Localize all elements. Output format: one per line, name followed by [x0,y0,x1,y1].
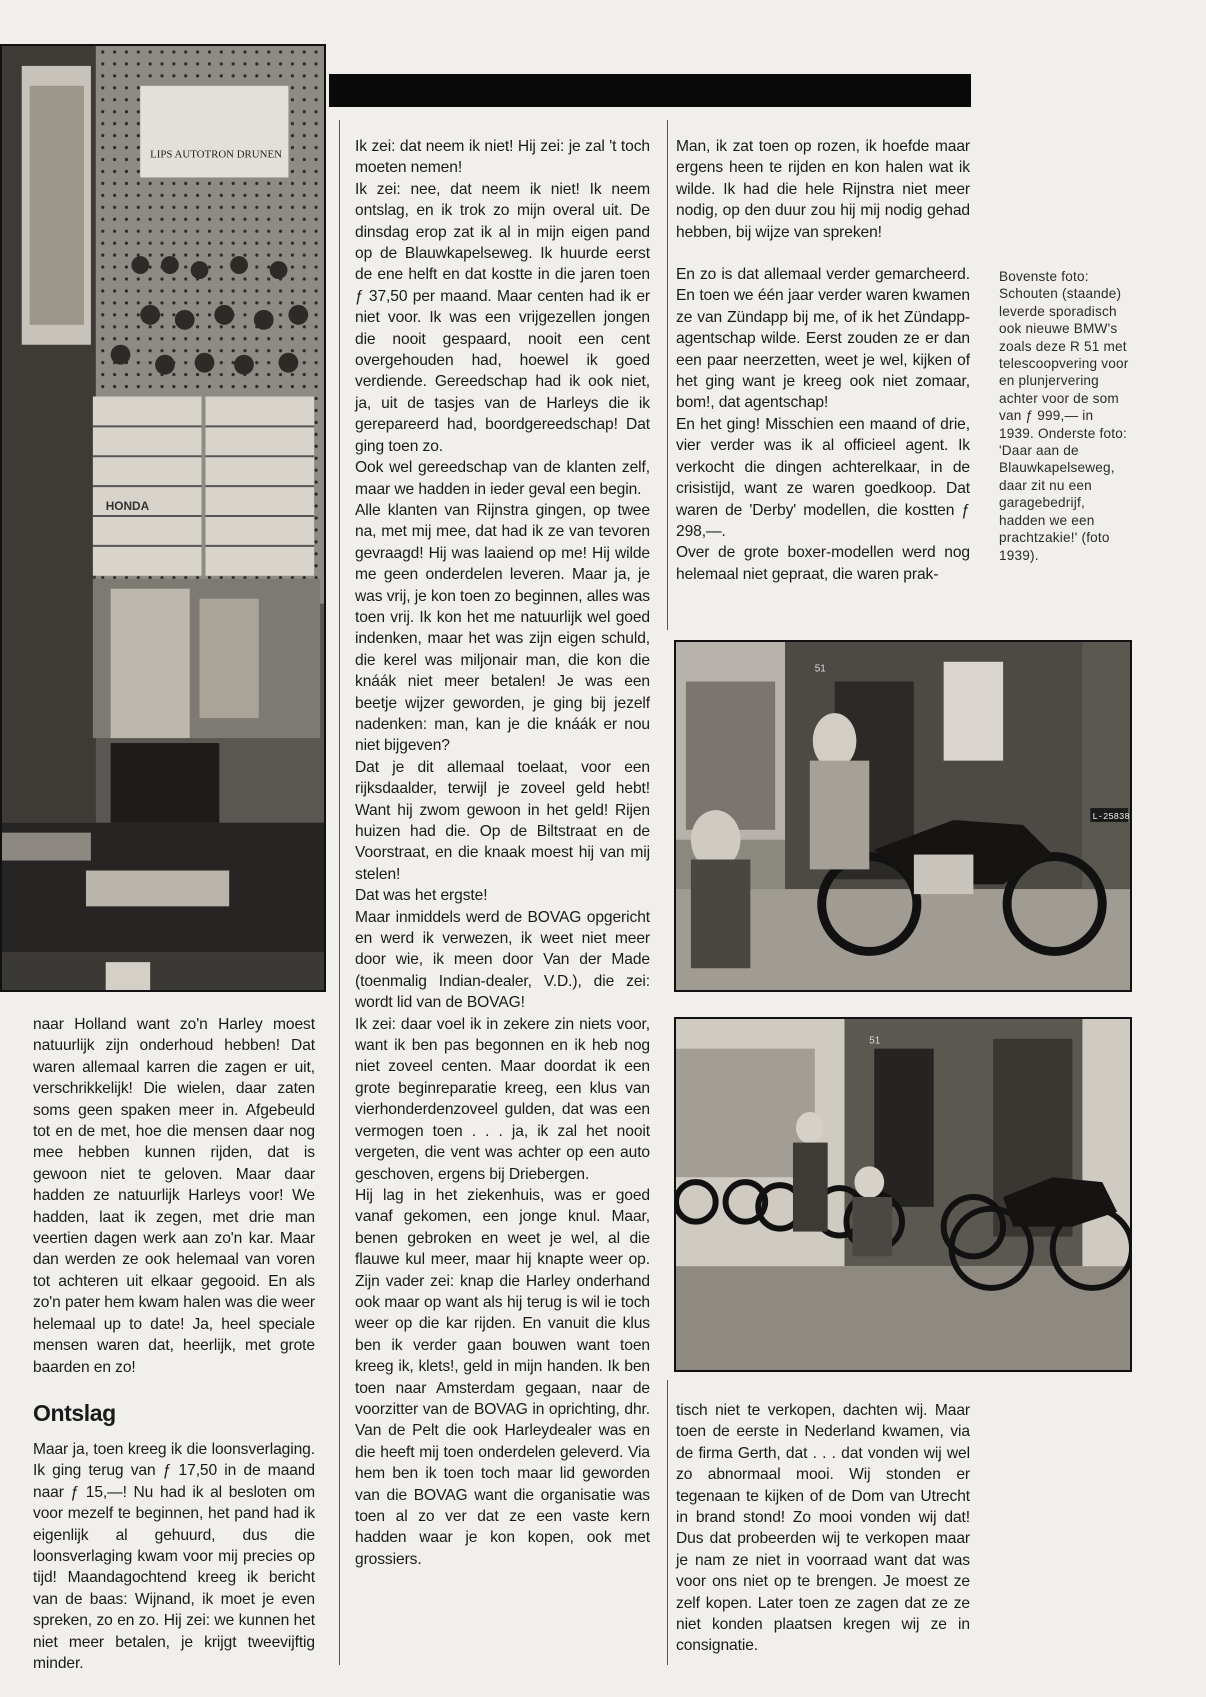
body-paragraph: Ook wel gereedschap van de klanten zelf, maar we hadden in ieder geval een begin. [355,459,650,498]
motorcycle-repair-image [676,642,1130,990]
body-paragraph: Man, ik zat toen op rozen, ik hoefde maar ergens heen te rijden en kon halen wat ik wilde. Ik had die hele Rijnstra niet meer nodig, op den duur zou hij mij nodig gehad hebben, bij wijze van spreken! [676,138,970,241]
body-paragraph: Ik zei: dat neem ik niet! Hij zei: je zal 't toch moeten nemen! [355,138,650,177]
motorcycles-lineup-image [676,1019,1130,1370]
building-number: 51 [814,663,826,675]
shop-interior-image [2,46,324,990]
column-left [33,1014,315,1378]
body-paragraph: Dat was het ergste! [355,887,488,905]
license-plate: L-25838 [1092,811,1130,822]
column-rule [667,120,668,630]
photo-caption: Bovenste foto: Schouten (staande) leverde sporadisch ook nieuwe BMW's zoals deze R 51 met telescoopvering voor en plunjervering achter voor de som van ƒ 999,— in 1939. Onderste foto: 'Daar aan de Blauwkapelseweg, daar zit nu een garagebedrijf, hadden we een prachtzakie!' (foto 1939). [999,269,1129,563]
body-paragraph: Dat je dit allemaal toelaat, voor een rijksdaalder, terwijl je zoveel geld hebt! Want hij zwom gewoon in het geld! Rijen huizen had die. Op de Biltstraat en de Voorstraat, en die knaak moest hij van mij stelen! [355,758,650,883]
column-rule [339,120,340,1665]
section-heading: Ontslag [33,1400,116,1426]
column-left-continued [33,1439,315,1674]
motorcycles-lineup-photo [674,1017,1132,1372]
body-paragraph: Maar inmiddels werd de BOVAG opgericht en werd ik verwezen, ik weet niet meer door wie, ik meen door Van der Made (toenmalig Indian-dealer, V.D.), die zei: wordt lid van de BOVAG! [355,908,650,1012]
body-paragraph: Ik zei: nee, dat neem ik niet! Ik neem ontslag, en ik trok zo mijn overal uit. De dinsdag erop zat ik al in mijn eigen pand op de Blauwkapelseweg. Ik huurde eerst de ene helft en dat kostte in die jaren toen ƒ 37,50 per maand. Maar centen had ik er niet voor. Ik was een vrijgezellen jongen die nooit gespaard, nooit een cent overgehouden had, hoewel ik goed verdiende. Gereedschap had ik ook niet, ja, uit de tasjes van de Harleys die ik gerepareerd had, boordgereedschap! Dat ging toen zo. [355,180,650,455]
body-paragraph: naar Holland want zo'n Harley moest natuurlijk zijn onderhoud hebben! Dat waren allemaal karren die zagen er uit, verschrikkelijk! Die wielen, daar zaten soms geen spaken meer in. Afgebeuld tot en de met, hoe die mensen daar nog mee hebben kunnen rijden, dat is gewoon niet te geloven. Maar daar hadden ze natuurlijk Harleys voor! We hadden, laat ik zegen, met drie man veertien dagen werk aan zo'n kar. Maar dan werden ze ook helemaal van voren tot achteren uit elkaar gegooid. En als zo'n pater hem kwam halen was die weer helemaal up to date! Ja, heel speciale mensen waren dat, heerlijk, met grote baarden en zo! [33,1016,315,1376]
column-right-bottom [676,1400,970,1657]
body-paragraph: Ik zei: daar voel ik in zekere zin niets voor, want ik ben pas begonnen en ik heb nog niet zoveel centen. Maar doordat ik een grote beginreparatie kreeg, een klus van vierhonderdenzoveel gulden, dat was een vermogen toen . . . ja, ik zal het nooit vergeten, die vent was achter op een auto geschoven, ergens bij Driebergen. [355,1015,650,1183]
body-paragraph: En zo is dat allemaal verder gemarcheerd. En toen we één jaar verder waren kwamen ze van Zündapp bij me, of ik het Zündapp-agentschap wilde. Eerst zouden ze er dan een paar neerzetten, weet je wel, kijken of het ging want je kreeg ook niet zomaar, bom!, dat agentschap! [676,266,970,412]
column-right-top [676,136,970,585]
body-paragraph: tisch niet te verkopen, dachten wij. Maar toen de eerste in Nederland kwamen, via de firma Gerth, dat . . . dat vonden wij wel zo abnormaal mooi. Wij stonden er tegenaan te kijken of de Dom van Utrecht in brand stond! Zo mooi vonden wij dat! Dus dat probeerden wij te verkopen maar je nam ze niet in voorraad want dat was voor ons niet op te brengen. Je moest ze zelf kopen. Later toen ze zagen dat ze ze niet konden plaatsen kregen wij ze in consignatie. [676,1402,970,1655]
body-paragraph: En het ging! Misschien een maand of drie, vier verder was ik al officieel agent. Ik verkocht die dingen achterelkaar, in de crisistijd, want ze waren goedkoop. Dat waren de 'Derby' modellen, die kostten ƒ 298,—. [676,415,970,540]
shop-sign-text: LIPS AUTOTRON DRUNEN [150,148,282,161]
building-number: 51 [869,1035,881,1047]
body-paragraph: Alle klanten van Rijnstra gingen, op twee na, met mij mee, dat had ik ze van tevoren gevraagd! Hij was laaiend op me! Hij wilde me geen onderdelen leveren. Maar ja, je was vrij, je kon toen zo beginnen, alles was toen vrij. Ik kon het me natuurlijk wel goed indenken, maar het was zijn eigen schuld, die kerel was miljonair man, die kon die knáák niet meer betalen! Je was een beetje wijzer geworden, je ging bij jezelf nadenken: man, kan je die knáák er nou niet bijgeven? [355,501,650,755]
body-paragraph: Maar ja, toen kreeg ik die loonsverlaging. Ik ging terug van ƒ 17,50 in de maand naar ƒ 15,—! Nu had ik al besloten om voor mezelf te beginnen, het pand had ik eigenlijk al gehuurd, dus die loonsverlaging kwam voor mij precies op tijd! Maandagochtend kreeg ik bericht van de baas: Wijnand, ik moet je even spreken, zo en zo. Hij zei: we kunnen het niet meer betalen, je krijgt tweevijftig minder. [33,1441,315,1673]
motorcycle-repair-photo [674,640,1132,992]
body-paragraph: Over de grote boxer-modellen werd nog helemaal niet gepraat, die waren prak- [676,544,970,583]
column-middle [355,136,650,1570]
shop-interior-photo [0,44,326,992]
column-rule [667,1380,668,1665]
drawer-label: HONDA [105,498,150,514]
header-bar [329,74,971,107]
body-paragraph: Hij lag in het ziekenhuis, was er goed vanaf gekomen, een jonge knul. Maar, benen gebroken en weet je wel, al die flauwe kul meer, maar hij knapte weer op. Zijn vader zei: knap die Harley onderhand ook maar op want als hij terug is wil ie toch weer op die kar rijden. En vanuit die klus ben ik verder gaan bouwen want toen kreeg ik, klets!, geld in mijn handen. Ik ben toen naar Amsterdam gegaan, naar de voorzitter van de BOVAG in oprichting, dhr. Van de Pelt die ook Harleydealer was en die heeft mij toen onderdelen geleverd. Via hem ben ik toen toch maar lid geworden van die BOVAG want die organisatie was toen al zo ver dat ze een vaste kern hadden waar je kon kopen, ook met grossiers. [355,1186,650,1568]
